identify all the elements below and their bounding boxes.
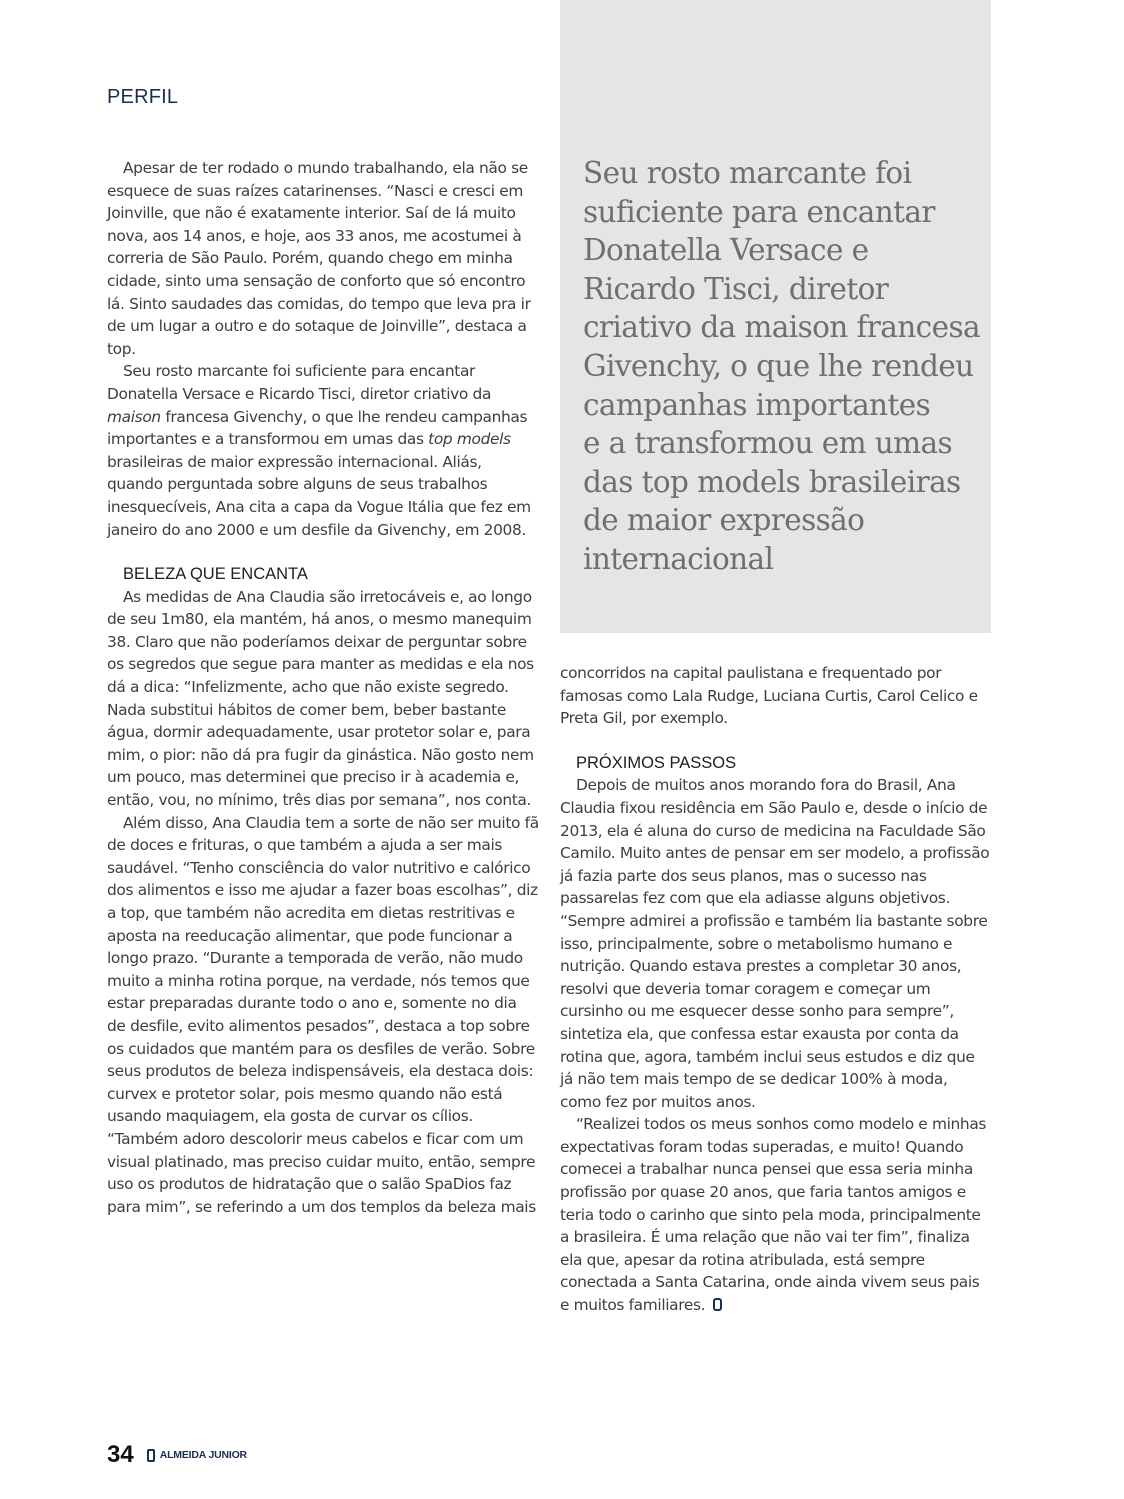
paragraph-diet: Além disso, Ana Claudia tem a sorte de não ser muito fã de doces e frituras, o que também a ajuda a ser mais saudável. “Tenho consciência do valor nutritivo e calórico dos alimentos e isso me ajudar a fazer boas escolhas”, diz a top, que também não acredita em dietas restritivas e aposta na reeducação alimentar, que pode funcionar a longo prazo. “Durante a temporada de verão, não mudo muito a minha rotina porque, na verdade, nós temos que estar preparadas durante todo o ano e, somente no dia de desfile, evito alimentos pesados”, destaca a top sobre os cuidados que mantém para os desfiles de verão. Sobre seus produtos de beleza indispensáveis, ela destaca dois: curvex e protetor solar, pois mesmo quando não está usando maquiagem, ela gosta de curvar os cílios. “Também adoro descolorir meus cabelos e ficar com um visual platinado, mas preciso cuidar muito, então, sempre uso os produtos de hidratação que o salão SpaDios faz para mim”, se referindo a um dos templos da beleza mais	[107, 813, 539, 1216]
pullquote-line: campanhas importantes	[583, 387, 931, 422]
spacer	[107, 541, 539, 563]
page-number: 34	[107, 1441, 134, 1468]
pullquote-line: Seu rosto marcante foi	[583, 156, 912, 190]
subheading-beleza: BELEZA QUE ENCANTA	[123, 565, 308, 584]
almeida-junior-logo-icon	[147, 1449, 155, 1462]
pullquote-line: Ricardo Tisci, diretor	[583, 271, 889, 306]
pullquote-line: internacional	[583, 541, 774, 576]
paragraph-medicine: Depois de muitos anos morando fora do Brasil, Ana Claudia fixou residência em São Paulo e, desde o início de 2013, ela é aluna do curso de medicina na Faculdade São Camilo. Muito antes de pensar em ser modelo, a profissão já fazia parte dos seus planos, mas o sucesso nas passarelas fez com que ela adiasse alguns objetivos. “Sempre admirei a profissão e também lia bastante sobre isso, principalmente, sobre o metabolismo humano e nutrição. Quando estava prestes a completar 30 anos, resolvi que deveria tomar coragem e começar um cursinho ou me esquecer desse sonho para sempre”, sintetiza ela, que confessa estar exausta por conta da rotina que, agora, também inclui seus estudos e diz que já não tem mais tempo de se dedicar 100% à moda, como fez por muitos anos.	[560, 776, 990, 1111]
pullquote-line: e a transformou em umas	[583, 426, 953, 461]
brand-name: ALMEIDA JUNIOR	[159, 1449, 247, 1461]
section-label: PERFIL	[107, 86, 179, 108]
brand-logo	[147, 1449, 247, 1462]
paragraph-career	[107, 360, 539, 541]
pullquote-line: suficiente para encantar	[583, 194, 935, 229]
article-column-left	[107, 157, 539, 1218]
italic-term: top models	[428, 430, 511, 449]
article-column-right	[560, 662, 992, 1317]
text-run: brasileiras de maior expressão internacional. Aliás, quando perguntada sobre alguns de seus trabalhos inesquecíveis, Ana cita a capa da Vogue Itália que fez em janeiro do ano 2000 e um desfile da Givenchy, em 2008.	[107, 452, 531, 539]
paragraph-closing	[560, 1113, 992, 1316]
page-footer	[107, 1441, 247, 1469]
paragraph-intro: Apesar de ter rodado o mundo trabalhando, ela não se esquece de suas raízes catarinenses. “Nasci e cresci em Joinville, que não é exatamente interior. Saí de lá muito nova, aos 14 anos, e hoje, aos 33 anos, me acostumei à correria de São Paulo. Porém, quando chego em minha cidade, sinto uma sensação de conforto que só encontro lá. Sinto saudades das comidas, do tempo que leva pra ir de um lugar a outro e do sotaque de Joinville”, destaca a top.	[107, 159, 531, 358]
paragraph-continued: concorridos na capital paulistana e frequentado por famosas como Lala Rudge, Luciana Curtis, Carol Celico e Preta Gil, por exemplo.	[560, 664, 978, 728]
pullquote-line: das top models brasileiras	[583, 464, 961, 499]
paragraph-measures: As medidas de Ana Claudia são irretocáveis e, ao longo de seu 1m80, ela mantém, há anos, o mesmo manequim 38. Claro que não poderíamos deixar de perguntar sobre os segredos que segue para manter as medidas e ela nos dá a dica: “Infelizmente, acho que não existe segredo. Nada substitui hábitos de comer bem, beber bastante água, dormir adequadamente, usar protetor solar e, para mim, o pior: não dá pra fugir da ginástica. Não gosto nem um pouco, mas determinei que preciso ir à academia e, então, vou, no mínimo, três dias por semana”, nos conta.	[107, 587, 534, 810]
text-run: francesa Givenchy, o que lhe rendeu campanhas importantes e a transformou em umas das	[107, 407, 528, 449]
text-run: “Realizei todos os meus sonhos como modelo e minhas expectativas foram todas superadas, e muito! Quando comecei a trabalhar nunca pensei que essa seria minha profissão por quase 20 anos, que faria tantos amigos e teria todo o carinho que sinto pela moda, principalmente a brasileira. É uma relação que não vai ter fim”, finaliza ela que, apesar da rotina atribulada, está sempre conectada a Santa Catarina, onde ainda vivem seus pais e muitos familiares.	[560, 1115, 987, 1315]
pullquote	[583, 154, 983, 579]
italic-term: maison	[107, 407, 161, 426]
pullquote-line: Donatella Versace e	[583, 233, 869, 268]
spacer	[560, 730, 992, 752]
subheading-proximos: PRÓXIMOS PASSOS	[576, 753, 737, 772]
end-of-article-icon	[713, 1298, 722, 1311]
pullquote-line: criativo da maison francesa	[583, 310, 980, 345]
pullquote-line: Givenchy, o que lhe rendeu	[583, 348, 974, 383]
text-run: Seu rosto marcante foi suficiente para encantar Donatella Versace e Ricardo Tisci, diretor criativo da	[107, 362, 492, 403]
pullquote-line: de maior expressão	[583, 503, 865, 538]
